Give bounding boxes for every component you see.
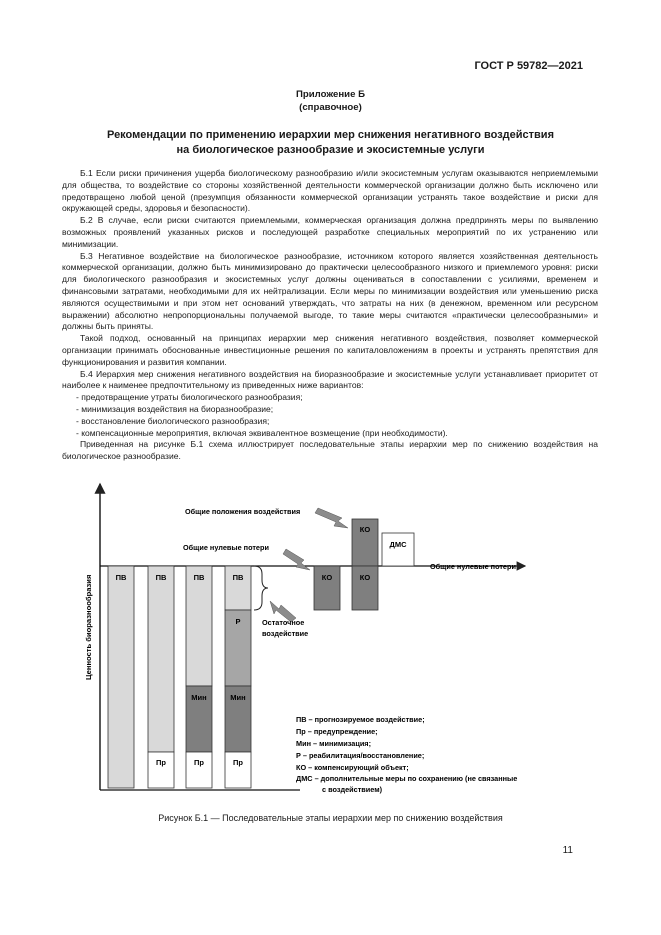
paragraph-b1: Б.1 Если риски причинения ущерба биологическому разнообразию и/или экосистемным услугам оказываются неприемлемыми для общества, то воздействие со стороны хозяйственной деятельности коммерческой организации должно быть исключено или предотвращено любой ценой (презумпция обязанности коммерческой организации устранять такое воздействие и риски для окружающей среды, здоровья и безопасности). xyxy=(62,168,598,214)
block-label-ko: КО xyxy=(321,573,333,582)
page-number: 11 xyxy=(562,845,573,856)
appendix-note: (справочное) xyxy=(299,102,362,113)
figure-legend xyxy=(296,715,517,794)
annotation-residual-2: воздействие xyxy=(262,629,309,638)
legend-item: с воздействием) xyxy=(322,785,383,794)
bar-label-pr: Пр xyxy=(194,758,204,767)
bar-label-pv: ПВ xyxy=(155,573,167,582)
list-item: - компенсационные мероприятия, включая эквивалентное возмещение (при необходимости). xyxy=(76,427,448,438)
section-title-line-2: на биологическое разнообразие и экосистемные услуги xyxy=(176,144,485,156)
paragraph-b3: Б.3 Негативное воздействие на биологическое разнообразие, источником которого является хозяйственная деятельность коммерческой организации, должно быть минимизировано до практически целесообразного низкого и приемлемого уровня: риски для биологического разнообразия и экосистемных услуг должны оцениваться в сопоставлении с усилиями, временем и финансовыми затратами, необходимыми для их нейтрализации. Если меры по минимизации воздействия или уменьшению риска являются осуществимыми и при этом нет оснований утверждать, что затраты на них (в денежном, временном или ресурсном выражении) абсолютно непропорциональны получаемой выгоде, то такие меры считаются «практически целесообразными» и должны быть приняты. xyxy=(62,250,598,332)
paragraph-b4: Б.4 Иерархия мер снижения негативного воздействия на биоразнообразие и экосистемные услуги устанавливает приоритет от наиболее к наименее предпочтительному из приведенных ниже вариантов: xyxy=(62,368,598,391)
legend-item: КО – компенсирующий объект; xyxy=(296,763,409,772)
paragraph-approach: Такой подход, основанный на принципах иерархии мер снижения негативного воздействия, позволяет коммерческой организации принимать обоснованные инвестиционные решения по капиталовложениям в проекты и устранять препятствия для функционирования и развития компании. xyxy=(62,333,598,367)
bar-pv-1 xyxy=(108,566,134,788)
bar-label-min: Мин xyxy=(191,693,207,702)
legend-item: Мин – минимизация; xyxy=(296,739,371,748)
arrow-net-gain xyxy=(315,508,348,528)
list-item: - предотвращение утраты биологического разнообразия; xyxy=(76,392,303,403)
bar-label-min: Мин xyxy=(230,693,246,702)
paragraph-figure-ref: Приведенная на рисунке Б.1 схема иллюстрирует последовательные этапы иерархии мер по снижению воздействия на биологическое разнообразие. xyxy=(62,439,598,462)
bar-label-pr: Пр xyxy=(156,758,166,767)
block-label-ko: КО xyxy=(359,525,371,534)
list-item: - восстановление биологического разнообразия; xyxy=(76,415,270,426)
bar-pv-2 xyxy=(148,566,174,752)
standard-number: ГОСТ Р 59782—2021 xyxy=(474,60,583,72)
bar-label-pv: ПВ xyxy=(232,573,244,582)
section-title xyxy=(60,128,601,158)
annotation-residual-1: Остаточное xyxy=(262,618,305,627)
annotation-no-net-loss: Общие нулевые потери xyxy=(183,543,269,552)
figure-caption: Рисунок Б.1 — Последовательные этапы иерархии мер по снижению воздействия xyxy=(158,813,503,823)
annotation-net-gain: Общие положения воздействия xyxy=(185,507,301,516)
legend-item: Р – реабилитация/восстановление; xyxy=(296,751,425,760)
paragraph-b2: Б.2 В случае, если риски считаются приемлемыми, коммерческая организация должна предпринять меры по выявлению возможных проявлений указанных рисков и последующей разработке специальных мероприятий по их устранению или минимизации. xyxy=(62,215,598,249)
bar-pv-3 xyxy=(186,566,212,686)
list-item: - минимизация воздействия на биоразнообразие; xyxy=(76,403,274,414)
legend-item: ДМС – дополнительные меры по сохранению (не связанные xyxy=(296,774,518,783)
legend-item: ПВ – прогнозируемое воздействие; xyxy=(296,715,425,724)
body-text xyxy=(62,168,598,463)
mitigation-hierarchy-figure xyxy=(0,470,661,805)
block-label-ko: КО xyxy=(359,573,371,582)
y-axis-label: Ценность биоразнообразия xyxy=(84,574,93,680)
bar-label-pv: ПВ xyxy=(193,573,205,582)
section-title-line-1: Рекомендации по применению иерархии мер снижения негативного воздействия xyxy=(107,129,554,141)
block-label-dms: ДМС xyxy=(389,540,407,549)
arrow-no-net-loss xyxy=(283,549,310,570)
legend-item: Пр – предупреждение; xyxy=(296,727,378,736)
bar-label-r: Р xyxy=(235,617,241,626)
residual-impact-brace xyxy=(254,566,268,610)
bar-label-pv: ПВ xyxy=(115,573,127,582)
bar-label-pr: Пр xyxy=(233,758,243,767)
additional-conservation-block xyxy=(382,533,414,566)
appendix-title: Приложение Б xyxy=(296,89,365,100)
annotation-net-loss: Общие нулевые потери xyxy=(430,562,516,571)
